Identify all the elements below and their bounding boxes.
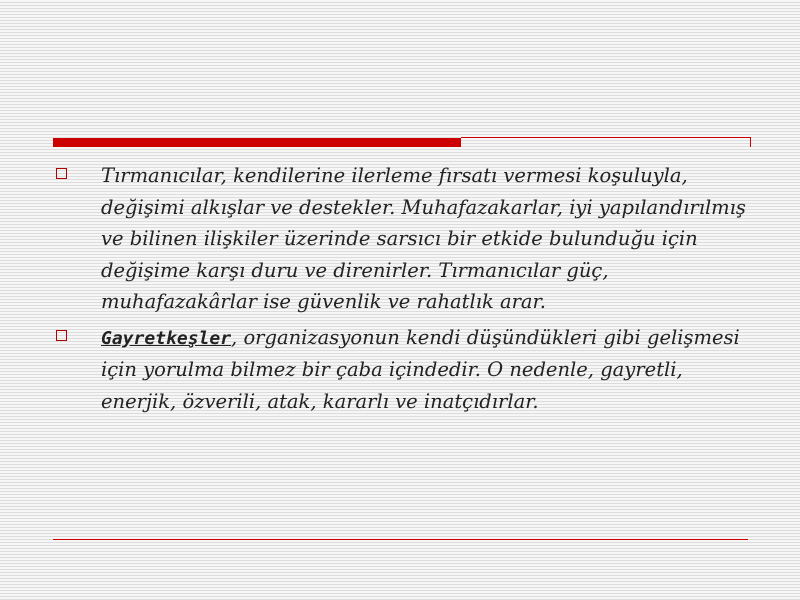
bullet-term: Gayretkeşler — [101, 327, 232, 349]
title-divider-thick — [53, 138, 461, 147]
square-bullet-icon — [56, 330, 67, 341]
square-bullet-icon — [56, 168, 67, 179]
title-divider-tick — [750, 137, 751, 147]
bullet-item — [56, 160, 746, 318]
footer-divider — [53, 539, 748, 540]
bullet-item — [56, 322, 746, 418]
bullet-text: Tırmanıcılar, kendilerine ilerleme fırsatı vermesi koşuluyla, değişimi alkışlar ve destekler. Muhafazakarlar, iyi yapılandırılmış ve bilinen ilişkiler üzerinde sarsıcı bir etkide bulunduğu için değişime karşı duru ve direnirler. Tırmanıcılar güç, muhafazakârlar ise güvenlik ve rahatlık arar. — [101, 164, 746, 313]
bullet-text: , organizasyonun kendi düşündükleri gibi gelişmesi için yorulma bilmez bir çaba içindedir. O nedenle, gayretli, enerjik, özverili, atak, kararlı ve inatçıdırlar. — [101, 325, 740, 413]
bullet-list — [56, 160, 746, 421]
title-divider-thin — [461, 137, 751, 138]
